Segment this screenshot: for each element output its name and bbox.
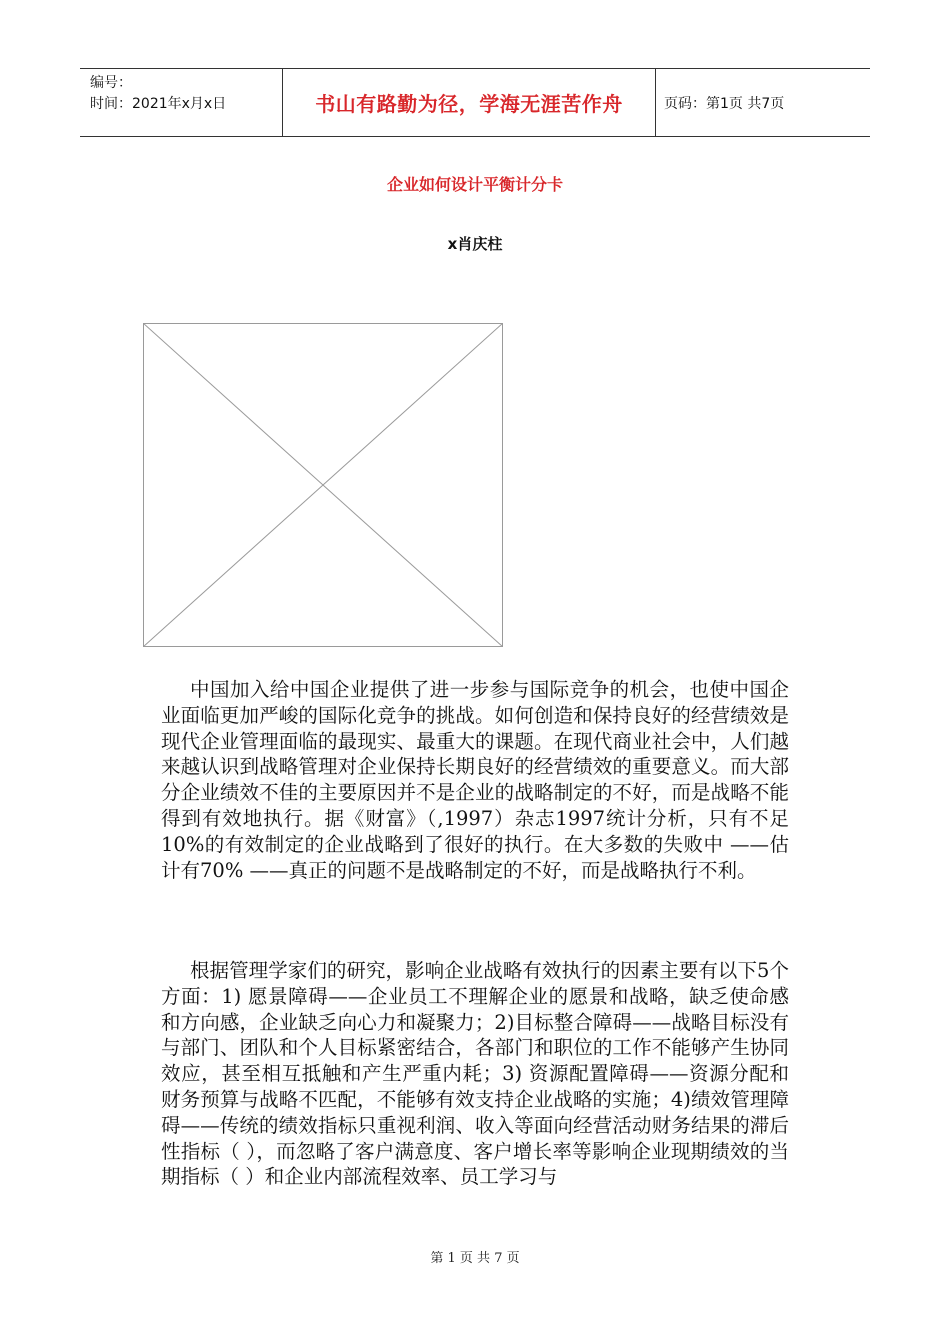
image-placeholder: [143, 323, 503, 647]
page-footer: 第 1 页 共 7 页: [430, 1251, 520, 1266]
body-paragraph: 根据管理学家们的研究，影响企业战略有效执行的因素主要有以下5个方面：1) 愿景障碍——企业员工不理解企业的愿景和战略，缺乏使命感和方向感，企业缺乏向心力和凝聚力；2)目标整合障碍——战略目标没有与部门、团队和个人目标紧密结合，各部门和职位的工作不能够产生协同效应，甚至相互抵触和产生严重内耗；3) 资源配置障碍——资源分配和财务预算与战略不匹配，不能够有效支持企业战略的实施；4)绩效管理障碍——传统的绩效指标只重视利润、收入等面向经营活动财务结果的滞后性指标（ ），而忽略了客户满意度、客户增长率等影响企业现期绩效的当期指标（ ）和企业内部流程效率、员工学习与: [161, 959, 789, 1189]
document-author: x肖庆柱: [447, 235, 503, 253]
page-header: [80, 68, 870, 137]
document-title: 企业如何设计平衡计分卡: [386, 175, 563, 194]
document-number-label: 编号：: [90, 75, 132, 91]
header-left: [90, 73, 226, 115]
header-motto: 书山有路勤为径，学海无涯苦作舟: [282, 69, 656, 136]
document-date-label: 时间：2021年x月x日: [90, 96, 227, 112]
body-paragraph: 中国加入给中国企业提供了进一步参与国际竞争的机会，也使中国企业面临更加严峻的国际化竞争的挑战。如何创造和保持良好的经营绩效是现代企业管理面临的最现实、最重大的课题。在现代商业社会中，人们越来越认识到战略管理对企业保持长期良好的经营绩效的重要意义。而大部分企业绩效不佳的主要原因并不是企业的战略制定的不好，而是战略不能得到有效地执行。据《财富》（,1997）杂志1997统计分析，只有不足10%的有效制定的企业战略到了很好的执行。在大多数的失败中 ——估计有70% ——真正的问题不是战略制定的不好，而是战略执行不利。: [161, 678, 789, 882]
header-page-info: 页码：第1页 共7页: [664, 95, 785, 112]
